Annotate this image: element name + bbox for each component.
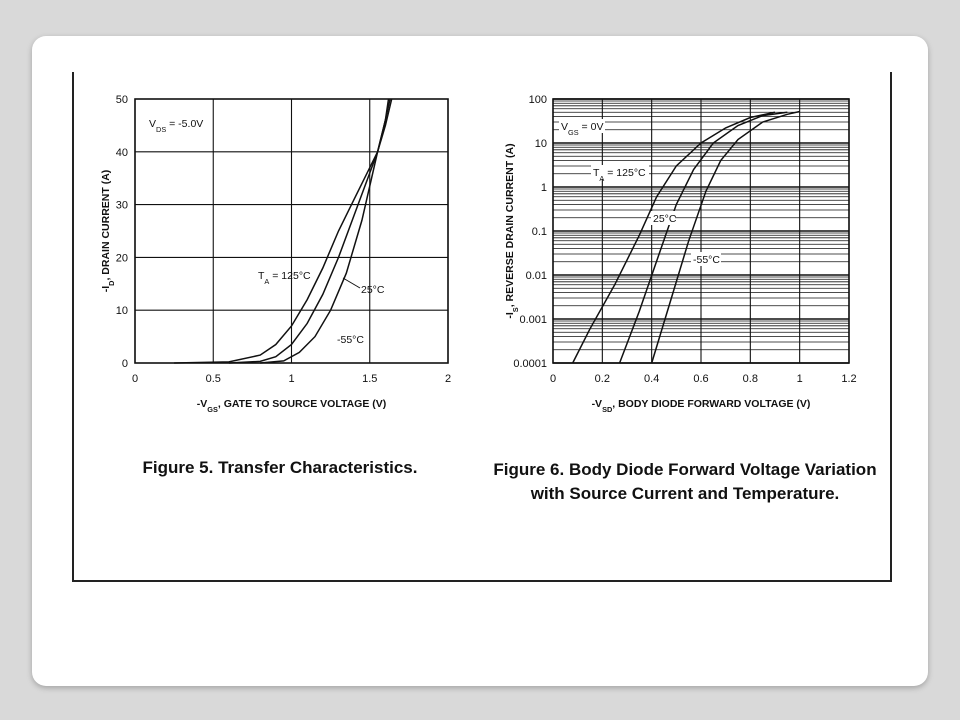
series-line — [260, 99, 390, 363]
annotation-25c: 25°C — [653, 213, 677, 225]
y-tick-label: 100 — [528, 94, 547, 106]
series-line — [652, 112, 800, 364]
annotation-neg55c: -55°C — [693, 254, 720, 266]
x-axis-label: $-V_{GS}$, GATE TO SOURCE VOLTAGE (V) — [196, 398, 387, 414]
x-tick-label: 0.4 — [644, 373, 660, 385]
figure-6-caption-line2: with Source Current and Temperature. — [530, 484, 840, 503]
x-tick-label: 0.5 — [205, 373, 221, 385]
y-tick-label: 0 — [121, 358, 128, 370]
figure-6-chart — [495, 85, 875, 425]
x-tick-label: 1 — [288, 373, 295, 385]
y-tick-label: 0.0001 — [513, 358, 547, 370]
annotation-vds: $V_{DS} = -5.0V$ — [149, 118, 204, 134]
annotation-25c: 25°C — [361, 284, 385, 296]
y-tick-label: 20 — [115, 252, 128, 265]
x-tick-label: 0.8 — [742, 373, 758, 385]
x-tick-label: 1 — [796, 373, 803, 385]
annotation-leader — [343, 278, 360, 288]
figure-6-caption-line1: Figure 6. Body Diode Forward Voltage Variation — [493, 460, 877, 479]
annotation-vgs: $V_{GS} = 0V$ — [561, 121, 604, 137]
y-tick-label: 0.01 — [525, 270, 547, 282]
y-tick-label: 0.1 — [531, 226, 547, 238]
y-tick-label: 30 — [115, 199, 128, 212]
y-tick-label: 50 — [115, 94, 128, 106]
figure-5-caption: Figure 5. Transfer Characteristics. — [142, 458, 418, 477]
y-tick-label: 1 — [540, 182, 547, 194]
y-tick-label: 10 — [534, 138, 547, 150]
series-line — [174, 99, 388, 363]
y-tick-label: 0.001 — [519, 314, 547, 326]
x-tick-label: 0.2 — [594, 373, 610, 385]
y-axis-label: $-I_D$, DRAIN CURRENT (A) — [100, 169, 116, 293]
x-tick-label: 2 — [444, 373, 452, 385]
annotation-ta-125: $T_A = 125^\circ C$ — [593, 167, 646, 183]
y-tick-label: 40 — [115, 146, 128, 159]
annotation-ta-125: $T_A = 125^\circ C$ — [258, 270, 311, 286]
x-axis-label: $-V_{SD}$, BODY DIODE FORWARD VOLTAGE (V) — [591, 398, 811, 414]
x-tick-label: 0 — [549, 373, 557, 385]
y-tick-label: 10 — [115, 305, 128, 318]
x-tick-label: 1.5 — [362, 373, 378, 385]
figure-6-caption — [470, 458, 900, 506]
annotation-neg55c: -55°C — [337, 334, 364, 346]
series-line — [229, 99, 392, 363]
x-tick-label: 0 — [131, 373, 139, 385]
x-tick-label: 1.2 — [841, 373, 857, 385]
x-tick-label: 0.6 — [693, 373, 709, 385]
figure-5-chart — [95, 85, 475, 425]
y-axis-label: $-I_S$, REVERSE DRAIN CURRENT (A) — [504, 143, 520, 319]
